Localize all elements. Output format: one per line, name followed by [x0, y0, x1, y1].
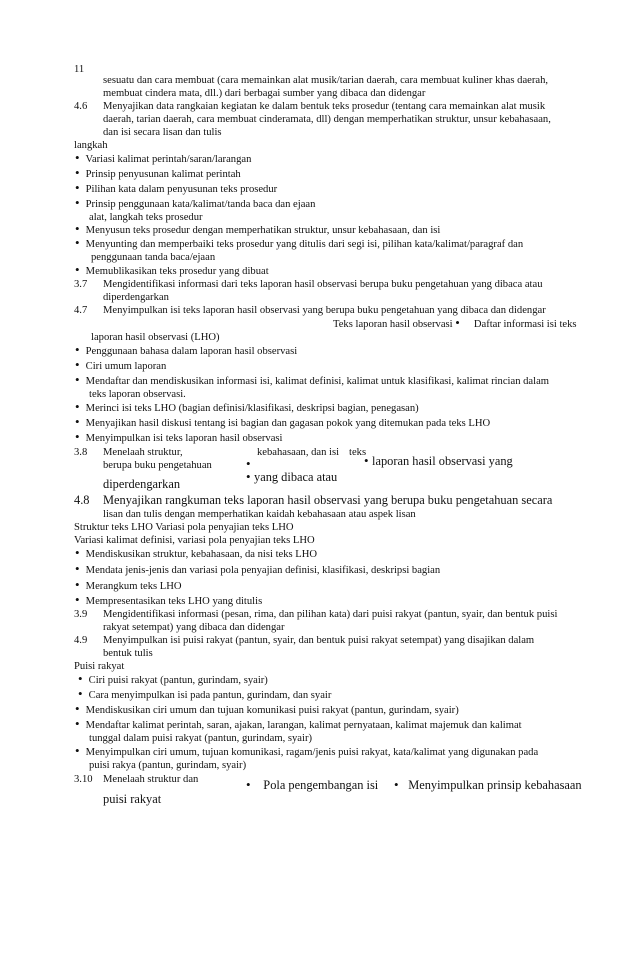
- bullet-text: Menyunting dan memperbaiki teks prosedur yang ditulis dari segi isi, pilihan kata/kalimat/paragraf dan: [85, 239, 524, 250]
- text-line: Mengidentifikasi informasi dari teks laporan hasil observasi berupa buku pengetahuan yang dibaca atau: [103, 279, 543, 290]
- bullet-item: [78, 689, 331, 702]
- bullet-icon: [75, 417, 83, 425]
- bullet-icon: [75, 265, 83, 273]
- bullet-icon: [75, 168, 83, 176]
- text-line: dan isi secara lisan dan tulis: [103, 127, 222, 138]
- bullet-text: Ciri umum laporan: [85, 361, 167, 372]
- text-line: kebahasaan, dan isi: [257, 447, 340, 458]
- bullet-item: [75, 360, 166, 373]
- bullet-icon: [75, 183, 83, 191]
- bullet-text: Memublikasikan teks prosedur yang dibuat: [85, 266, 269, 277]
- text-line: alat, langkah teks prosedur: [89, 212, 203, 223]
- page-number: 11: [74, 64, 85, 75]
- bullet-text: Mendata jenis-jenis dan variasi pola penyajian definisi, klasifikasi, deskripsi bagian: [85, 565, 441, 576]
- bullet-text: Pilihan kata dalam penyusunan teks prosedur: [85, 184, 278, 195]
- bullet-item: [75, 580, 182, 593]
- text-line: Mengidentifikasi informasi (pesan, rima, dan pilihan kata) dari puisi rakyat (pantun, syair, dan bentuk puisi: [103, 609, 558, 620]
- bullet-item: [75, 198, 315, 211]
- text-line: lisan dan tulis dengan memperhatikan kaidah kebahasaan atau aspek lisan: [103, 509, 416, 520]
- text-line: teks laporan observasi.: [89, 389, 186, 400]
- bullet-text: Variasi kalimat perintah/saran/larangan: [85, 154, 252, 165]
- bullet-item: [75, 704, 459, 717]
- text-line: Menyimpulkan isi teks laporan hasil observasi yang berupa buku pengetahuan yang dibaca dan didengar: [103, 305, 546, 316]
- text-line: Variasi kalimat definisi, variasi pola penyajian teks LHO: [74, 535, 315, 546]
- bullet-text: Menyimpulkan isi teks laporan hasil observasi: [85, 433, 283, 444]
- bullet-item: [75, 153, 251, 166]
- bullet-text: Mendaftar kalimat perintah, saran, ajakan, larangan, kalimat pernyataan, kalimat majemuk dan kalimat: [85, 720, 522, 731]
- bullet-item: [75, 402, 419, 415]
- bullet-icon: [364, 454, 372, 462]
- text-line: langkah: [74, 140, 108, 151]
- bullet-icon: [75, 360, 83, 368]
- inline-text: Teks laporan hasil observasi: [333, 319, 453, 330]
- bullet-text: Menyajikan hasil diskusi tentang isi bagian dan gagasan pokok yang ditemukan pada teks LHO: [85, 418, 491, 429]
- bullet-text: Mempresentasikan teks LHO yang ditulis: [85, 596, 263, 607]
- bullet-item: [75, 595, 262, 608]
- text-line: Puisi rakyat: [74, 661, 125, 672]
- bullet-item: [75, 238, 523, 251]
- bullet-icon: [75, 564, 83, 572]
- bullet-text: Prinsip penyusunan kalimat perintah: [85, 169, 241, 180]
- bullet-text: laporan hasil observasi yang: [372, 454, 513, 468]
- bullet-icon: [75, 746, 83, 754]
- bullet-item: [75, 746, 538, 759]
- bullet-icon: [75, 224, 83, 232]
- text-line: Struktur teks LHO Variasi pola penyajian teks LHO: [74, 522, 294, 533]
- section-code: 4.8: [74, 493, 90, 507]
- bullet-icon: [75, 153, 83, 161]
- bullet-text: Menyimpulkan ciri umum, tujuan komunikasi, ragam/jenis puisi rakyat, kata/kalimat yang digunakan pada: [85, 747, 539, 758]
- bullet-item: [394, 778, 582, 793]
- text-line: diperdengarkan: [103, 477, 181, 491]
- bullet-text: Mendiskusikan ciri umum dan tujuan komunikasi puisi rakyat (pantun, gurindam, syair): [85, 705, 459, 716]
- bullet-item: [75, 224, 440, 237]
- text-line: Menelaah struktur dan: [103, 774, 199, 785]
- bullet-text: Prinsip penggunaan kata/kalimat/tanda baca dan ejaan: [85, 199, 316, 210]
- section-code: 4.9: [74, 635, 88, 646]
- bullet-item: [75, 719, 522, 732]
- bullet-item: [75, 168, 241, 181]
- section-code: 3.9: [74, 609, 88, 620]
- bullet-icon: [75, 704, 83, 712]
- text-line: membuat cindera mata, dll.) dari berbagai sumber yang dibaca dan didengar: [103, 88, 426, 99]
- bullet-icon: [75, 548, 83, 556]
- text-line: Menyajikan rangkuman teks laporan hasil observasi yang berupa buku pengetahuan secara: [103, 493, 553, 507]
- text-line: Menelaah struktur,: [103, 447, 183, 458]
- bullet-text: Ciri puisi rakyat (pantun, gurindam, syair): [88, 675, 268, 686]
- bullet-item: [75, 417, 490, 430]
- bullet-item: [246, 778, 378, 793]
- bullet-text: yang dibaca atau: [254, 470, 338, 484]
- section-code: 3.10: [74, 774, 93, 785]
- bullet-icon: [75, 375, 83, 383]
- bullet-item: [75, 432, 283, 445]
- bullet-icon: [246, 459, 254, 467]
- bullet-text: Menyimpulkan prinsip kebahasaan: [408, 778, 582, 792]
- text-line: penggunaan tanda baca/ejaan: [91, 252, 216, 263]
- text-line: bentuk tulis: [103, 648, 153, 659]
- text-line: sesuatu dan cara membuat (cara memainkan alat musik/tarian daerah, cara membuat kuliner khas daerah,: [103, 75, 549, 86]
- bullet-item: [75, 183, 277, 196]
- bullet-item: [75, 564, 440, 577]
- text-line: berupa buku pengetahuan: [103, 460, 212, 471]
- text-line: puisi rakya (pantun, gurindam, syair): [89, 760, 247, 771]
- bullet-text: Cara menyimpulkan isi pada pantun, gurindam, dan syair: [88, 690, 332, 701]
- bullet-text: Pola pengembangan isi: [263, 778, 379, 792]
- bullet-item: [75, 345, 297, 358]
- bullet-icon: [455, 318, 463, 326]
- bullet-item: [75, 375, 549, 388]
- bullet-item: [75, 548, 317, 561]
- text-line: Menyimpulkan isi puisi rakyat (pantun, syair, dan bentuk puisi rakyat setempat) yang disajikan dalam: [103, 635, 535, 646]
- bullet-icon: [246, 778, 254, 786]
- section-code: 4.7: [74, 305, 88, 316]
- bullet-text: Merinci isi teks LHO (bagian definisi/klasifikasi, deskripsi bagian, penegasan): [85, 403, 419, 414]
- bullet-text: Penggunaan bahasa dalam laporan hasil observasi: [85, 346, 298, 357]
- text-line: diperdengarkan: [103, 292, 169, 303]
- bullet-icon: [78, 689, 86, 697]
- bullet-item: [246, 470, 337, 485]
- bullet-icon: [78, 674, 86, 682]
- bullet-icon: [75, 238, 83, 246]
- bullet-item: [364, 454, 513, 469]
- section-code: 3.8: [74, 447, 88, 458]
- section-code: 4.6: [74, 101, 88, 112]
- bullet-item: [75, 265, 269, 278]
- bullet-text: Mendiskusikan struktur, kebahasaan, da nisi teks LHO: [85, 549, 318, 560]
- text-line: puisi rakyat: [103, 792, 162, 806]
- bullet-icon: [75, 432, 83, 440]
- bullet-icon: [75, 402, 83, 410]
- section-code: 3.7: [74, 279, 88, 290]
- bullet-text: Merangkum teks LHO: [85, 581, 182, 592]
- bullet-icon: [75, 580, 83, 588]
- bullet-icon: [75, 345, 83, 353]
- bullet-text: Mendaftar dan mendiskusikan informasi isi, kalimat definisi, kalimat untuk klasifikasi, kalimat rincian dalam: [85, 376, 550, 387]
- bullet-icon: [394, 778, 402, 786]
- text-line: [333, 318, 577, 331]
- text-line: laporan hasil observasi (LHO): [91, 332, 220, 343]
- bullet-item: [78, 674, 268, 687]
- text-line: rakyat setempat) yang dibaca dan didengar: [103, 622, 285, 633]
- text-line: tunggal dalam puisi rakyat (pantun, gurindam, syair): [89, 733, 313, 744]
- text-line: teks: [349, 447, 367, 458]
- bullet-icon: [75, 719, 83, 727]
- inline-text: Daftar informasi isi teks: [473, 319, 577, 330]
- text-line: Menyajikan data rangkaian kegiatan ke dalam bentuk teks prosedur (tentang cara memainkan alat musik: [103, 101, 546, 112]
- bullet-text: Menyusun teks prosedur dengan memperhatikan struktur, unsur kebahasaan, dan isi: [85, 225, 441, 236]
- bullet-icon: [75, 198, 83, 206]
- bullet-icon: [75, 595, 83, 603]
- text-line: daerah, tarian daerah, cara membuat cinderamata, dll) dengan memperhatikan struktur, unsur kebahasaan,: [103, 114, 551, 125]
- bullet-icon: [246, 470, 254, 478]
